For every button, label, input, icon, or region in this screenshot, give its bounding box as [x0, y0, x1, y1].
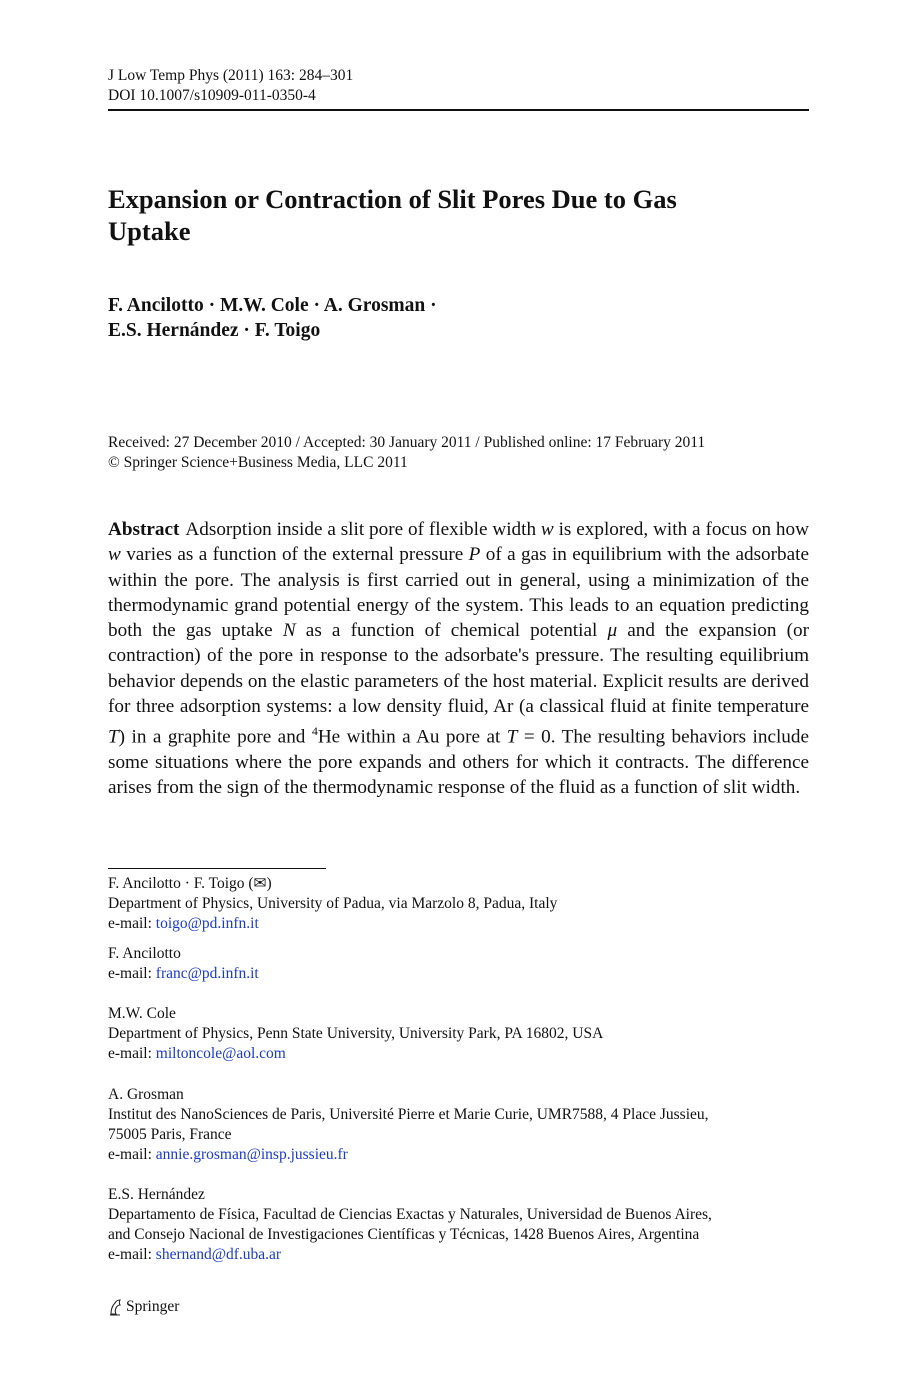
affiliation-block [108, 1185, 712, 1265]
title-line-2: Uptake [108, 216, 191, 246]
authors-line-2: E.S. Hernández · F. Toigo [108, 320, 321, 341]
abstract-label: Abstract [108, 519, 180, 540]
copyright: © Springer Science+Business Media, LLC 2011 [108, 454, 408, 471]
publisher-name: Springer [126, 1298, 180, 1315]
springer-horse-icon [108, 1298, 122, 1316]
email-label: e-mail: [108, 1045, 156, 1062]
abstract-text: and the expansion (or contraction) of the pore in response to the adsorbate's pressure. The resulting equilibrium behavior depends on the elastic parameters of the host material. Explicit results are derived for three adsorption systems: a low density fluid, Ar (a classical fluid at finite temperature [108, 620, 809, 718]
affiliation-address: and Consejo Nacional de Investigaciones Científicas y Técnicas, 1428 Buenos Aires, Argentina [108, 1226, 700, 1243]
affiliation-name: F. Ancilotto [108, 945, 181, 962]
journal-header [108, 66, 353, 106]
affiliation-email-line [108, 1044, 603, 1064]
abstract [108, 517, 809, 801]
abstract-text: ) in a graphite pore and [118, 726, 312, 748]
affiliation-address: Department of Physics, Penn State University, University Park, PA 16802, USA [108, 1025, 604, 1042]
affiliation-email-line [108, 914, 557, 934]
math-var: N [282, 620, 296, 642]
abstract-text: is explored, with a focus on how [553, 519, 809, 540]
affiliation-address: Institut des NanoSciences de Paris, Université Pierre et Marie Curie, UMR7588, 4 Place Jussieu, [108, 1106, 709, 1123]
abstract-text: of a gas in equilibrium with the adsorbate within the pore. The analysis is first carried out in general, using a minimization of the thermodynamic grand potential energy of the system. This leads to an equation predicting both the gas uptake [108, 544, 809, 642]
abstract-text: varies as a function of the external pressure [120, 544, 469, 566]
abstract-text: He within a Au pore at [317, 726, 507, 748]
abstract-text: as a function of chemical potential [295, 620, 608, 642]
email-label: e-mail: [108, 1246, 156, 1263]
math-var: T [108, 726, 119, 748]
email-label: e-mail: [108, 915, 156, 932]
email-link[interactable]: annie.grosman@insp.jussieu.fr [155, 1146, 348, 1163]
affiliation-block [108, 1085, 709, 1165]
email-link[interactable]: miltoncole@aol.com [155, 1045, 286, 1062]
footnote-rule [108, 868, 326, 869]
affiliation-name: F. Ancilotto · F. Toigo (✉) [108, 875, 272, 892]
email-link[interactable]: toigo@pd.infn.it [155, 915, 259, 932]
doi[interactable]: DOI 10.1007/s10909-011-0350-4 [108, 87, 316, 104]
affiliation-address: Department of Physics, University of Padua, via Marzolo 8, Padua, Italy [108, 895, 558, 912]
author-list [108, 293, 437, 343]
publisher-footer [108, 1297, 179, 1317]
superscript: 4 [311, 724, 318, 739]
math-var: P [468, 544, 481, 566]
email-label: e-mail: [108, 965, 156, 982]
email-link[interactable]: shernand@df.uba.ar [155, 1246, 282, 1263]
abstract-text: Adsorption inside a slit pore of flexible width [185, 519, 541, 540]
math-var: μ [607, 620, 618, 642]
publication-dates [108, 433, 705, 473]
affiliation-email-line [108, 964, 259, 984]
math-var: w [540, 519, 554, 540]
affiliation-name: A. Grosman [108, 1086, 184, 1103]
affiliation-name: E.S. Hernández [108, 1186, 205, 1203]
abstract-text: = 0. The resulting behaviors include some situations where the pore expands and others for which it contracts. The difference arises from the sign of the thermodynamic response of the fluid as a function of slit width. [108, 726, 809, 799]
affiliation-address: Departamento de Física, Facultad de Ciencias Exactas y Naturales, Universidad de Buenos Aires, [108, 1206, 712, 1223]
affiliation-address: 75005 Paris, France [108, 1126, 232, 1143]
affiliation-name: M.W. Cole [108, 1005, 176, 1022]
email-link[interactable]: franc@pd.infn.it [155, 965, 259, 982]
header-rule [108, 109, 809, 111]
article-title [108, 183, 748, 247]
affiliation-email-line [108, 1145, 709, 1165]
affiliation-block [108, 874, 557, 934]
date-history: Received: 27 December 2010 / Accepted: 30 January 2011 / Published online: 17 February 2011 [108, 434, 706, 451]
affiliation-email-line [108, 1245, 712, 1265]
math-var: T [506, 726, 518, 748]
title-line-1: Expansion or Contraction of Slit Pores Due to Gas [108, 184, 677, 214]
math-var: w [108, 544, 121, 566]
affiliation-block [108, 944, 259, 984]
authors-line-1: F. Ancilotto · M.W. Cole · A. Grosman · [108, 295, 437, 316]
email-label: e-mail: [108, 1146, 156, 1163]
affiliation-block [108, 1004, 603, 1064]
citation: J Low Temp Phys (2011) 163: 284–301 [108, 67, 354, 84]
